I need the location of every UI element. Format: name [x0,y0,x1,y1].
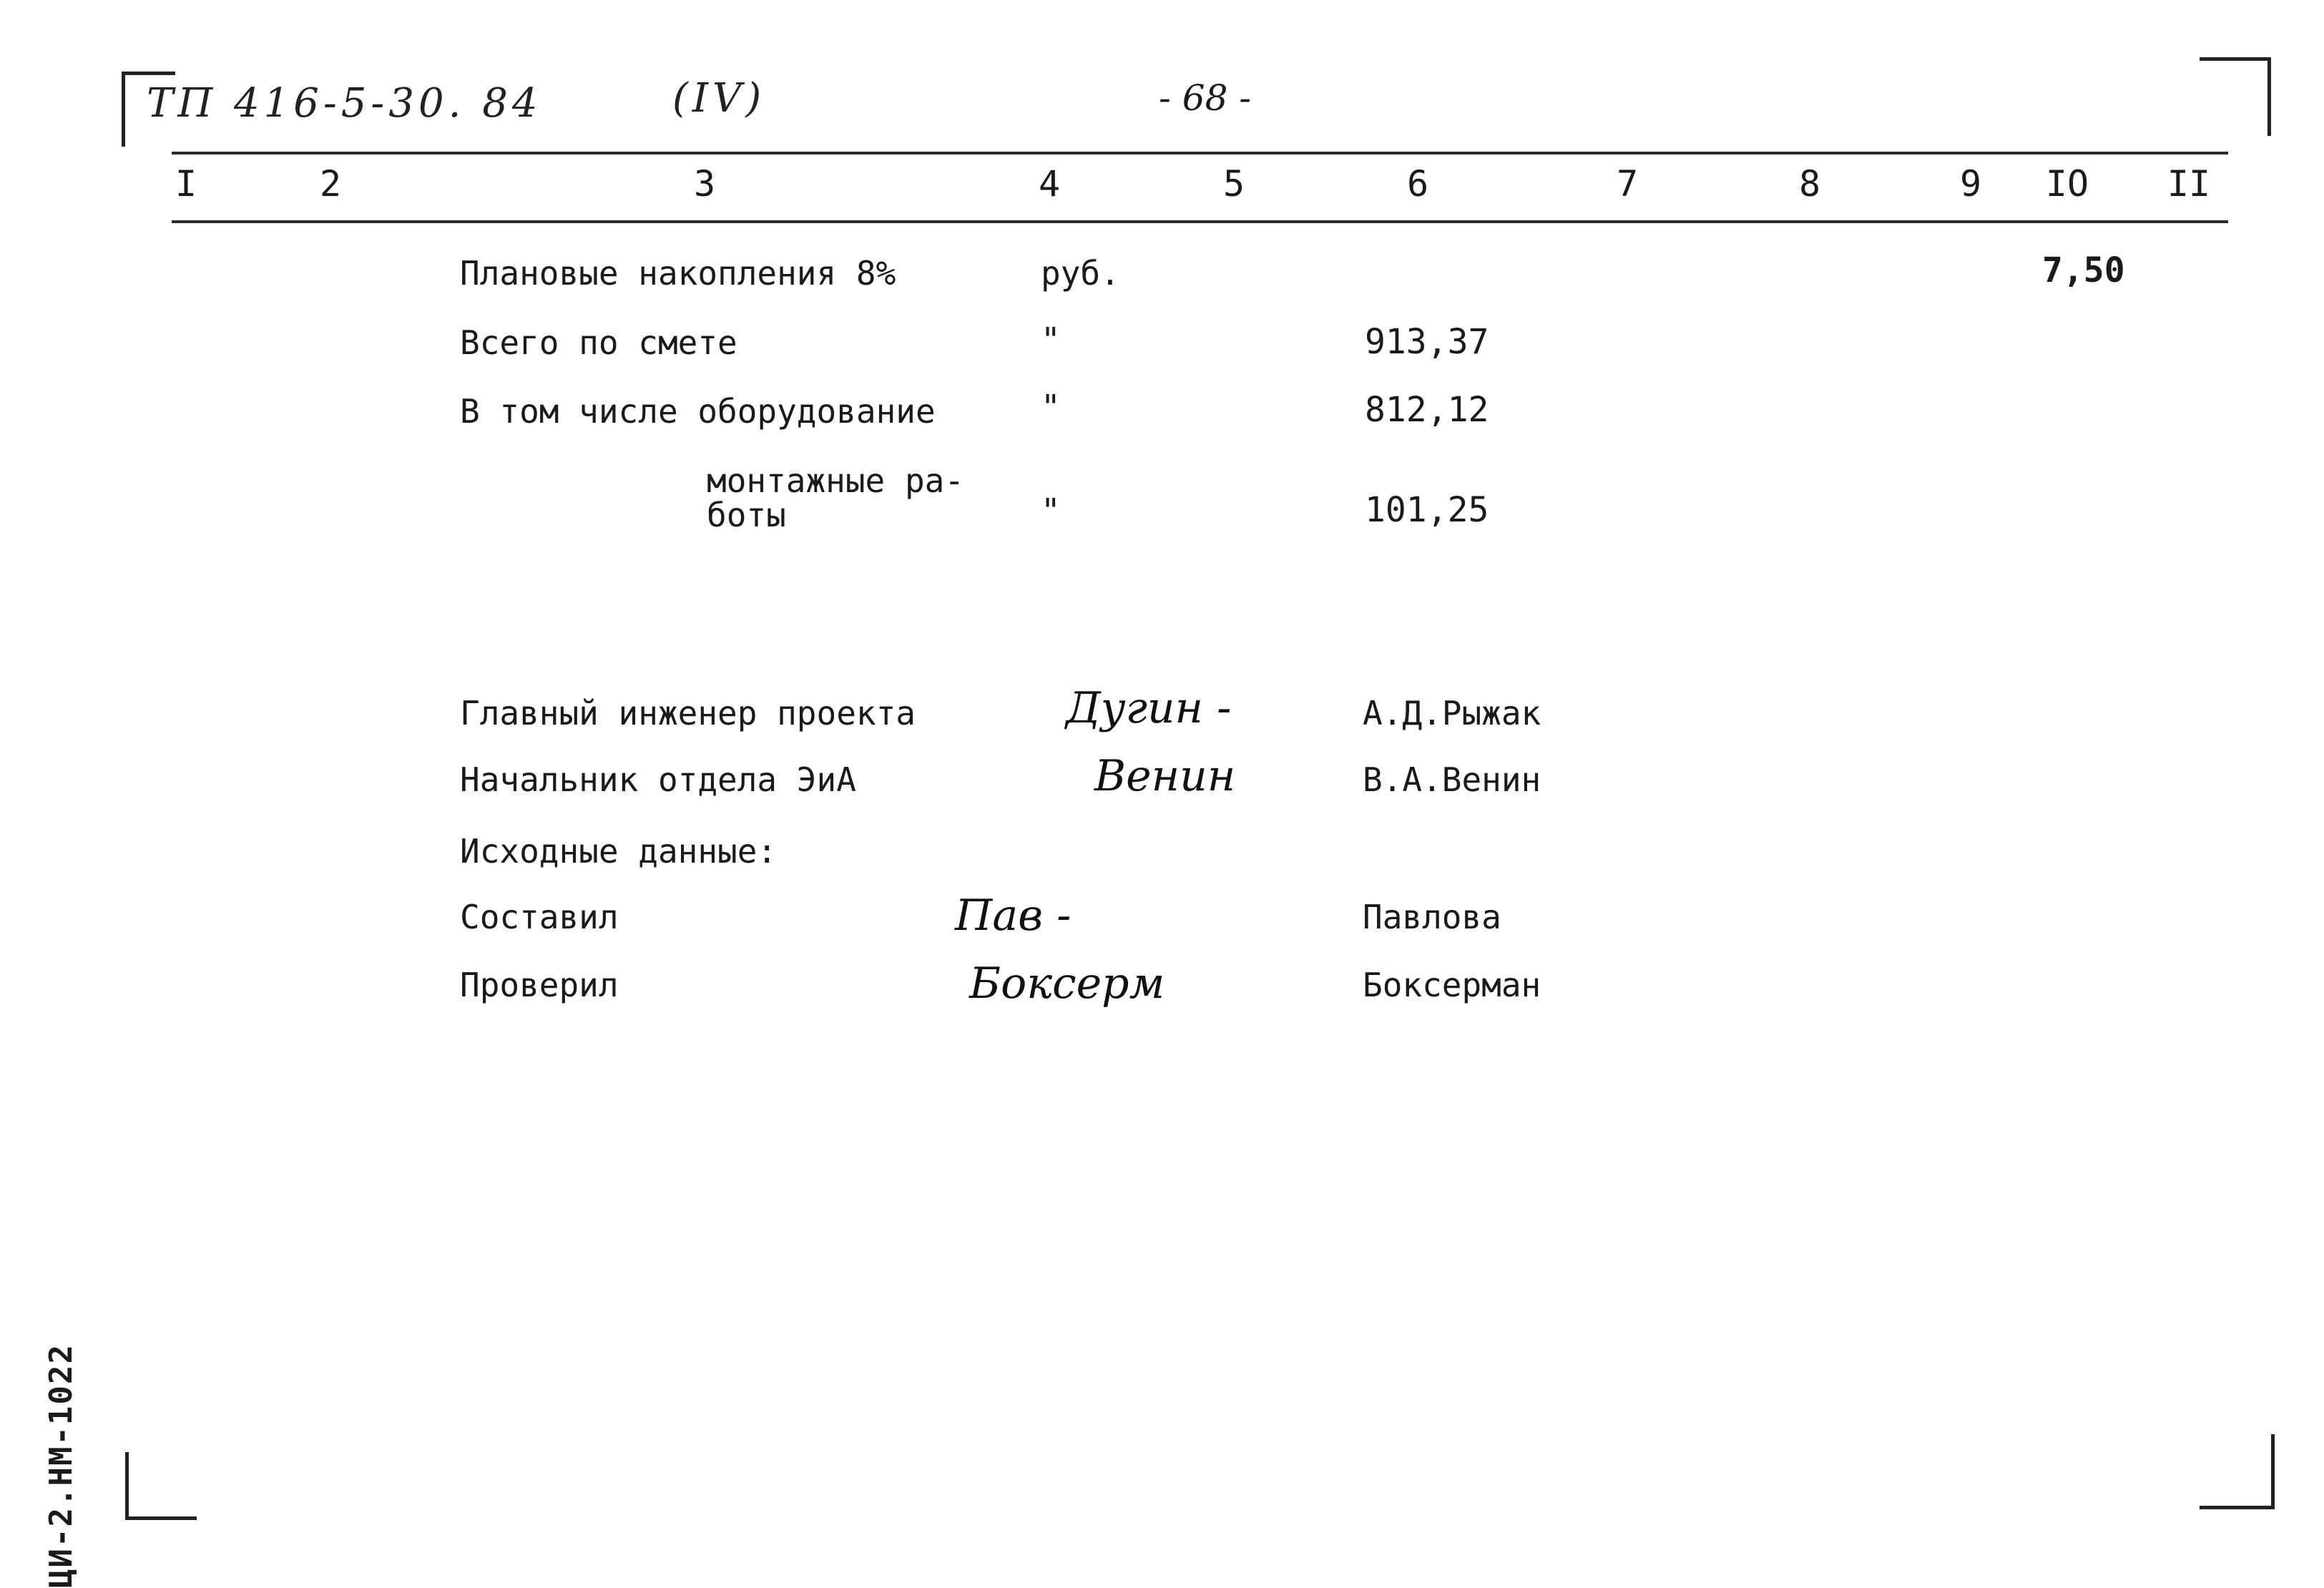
signature-name: А.Д.Рыжак [1363,694,1541,732]
row-label-equipment: В том числе оборудование [460,392,936,431]
page-number: - 68 - [1159,77,1252,119]
signature-handwritten: Дугин - [1066,683,1232,733]
row-value-col6: 913,37 [1365,322,1489,362]
signature-handwritten: Боксерм [969,959,1165,1009]
row-value-col6: 812,12 [1365,390,1489,430]
signature-role: Составил [460,898,619,936]
signature-name: Павлова [1363,898,1501,936]
row-value-col10: 7,50 [2042,250,2125,290]
signature-role: Проверил [460,966,619,1004]
column-number-6: 6 [1406,163,1429,205]
signature-role: Исходные данные: [460,832,778,871]
column-number-4: 4 [1038,163,1061,205]
signature-name: Боксерман [1363,966,1541,1004]
side-stamp: ЦИ-2.НМ-1022 [43,1343,79,1588]
column-number-8: 8 [1798,163,1821,205]
header-rule-bottom [172,220,2228,223]
column-number-7: 7 [1616,163,1639,205]
row-unit-ditto: " [1041,320,1061,359]
row-value-col6: 101,25 [1365,490,1489,530]
row-label-total: Всего по смете [460,323,737,362]
signature-name: В.А.Венин [1363,760,1541,799]
row-unit-ditto: " [1041,491,1061,530]
column-number-11: II [2167,163,2211,205]
signature-role: Главный инженер проекта [460,694,916,732]
row-unit-rub: руб. [1041,254,1120,293]
corner-mark-bottom-right [2200,1434,2275,1509]
column-number-9: 9 [1959,163,1982,205]
document-code: ТП 416-5-30. 84 [147,80,542,127]
header-rule-top [172,152,2228,155]
column-number-5: 5 [1222,163,1245,205]
column-number-3: 3 [693,163,716,205]
album-number: (IV) [672,75,766,122]
row-label-installation-line2: боты [707,496,786,534]
row-unit-ditto: " [1041,388,1061,426]
corner-mark-bottom-left [125,1452,197,1520]
signature-handwritten: Венин [1094,751,1236,801]
column-number-1: I [175,163,197,205]
signature-handwritten: Пав - [955,891,1072,941]
row-label-planned-savings: Плановые накопления 8% [460,254,896,293]
column-number-10: IO [2045,163,2089,205]
row-label-installation-line1: монтажные ра- [707,461,965,500]
corner-mark-top-right [2200,57,2271,136]
signature-role: Начальник отдела ЭиА [460,760,856,799]
column-number-2: 2 [319,163,342,205]
